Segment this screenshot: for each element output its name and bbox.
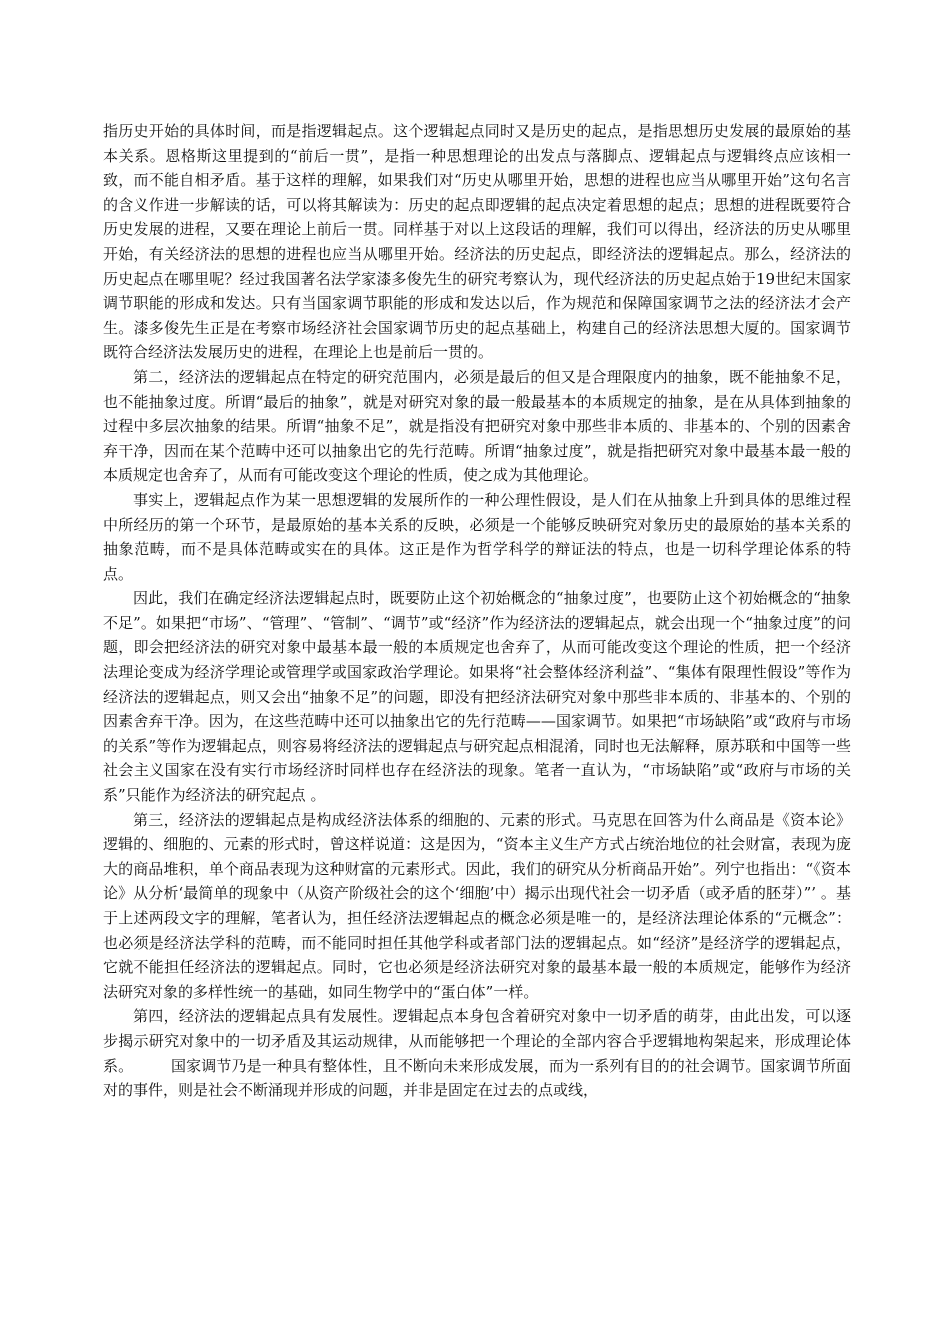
- paragraph-4: 因此，我们在确定经济法逻辑起点时，既要防止这个初始概念的“抽象过度”，也要防止这个初始概念的“抽象不足”。如果把“市场”、“管理”、“管制”、“调节”或“经济”作为经济法的逻辑起点，就会出现一个“抽象过度”的问题，即会把经济法的研究对象中最基本最一般的本质规定也舍弃了，从而可能改变这个理论的性质，把一个经济法理论变成为经济学理论或管理学或国家政治学理论。如果将“社会整体经济利益”、“集体有限理性假设”等作为经济法的逻辑起点，则又会出“抽象不足”的问题，即没有把经济法研究对象中那些非本质的、非基本的、个别的因素舍弃干净。因为，在这些范畴中还可以抽象出它的先行范畴——国家调节。如果把“市场缺陷”或“政府与市场的关系”等作为逻辑起点，则容易将经济法的逻辑起点与研究起点相混淆，同时也无法解释，原苏联和中国等一些社会主义国家在没有实行市场经济时同样也存在经济法的现象。笔者一直认为，“市场缺陷”或“政府与市场的关系”只能作为经济法的研究起点 。: [103, 589, 851, 805]
- paragraph-2: 第二，经济法的逻辑起点在特定的研究范围内，必须是最后的但又是合理限度内的抽象，既不能抽象不足，也不能抽象过度。所谓“最后的抽象”，就是对研究对象的最一般最基本的本质规定的抽象，是在从具体到抽象的过程中多层次抽象的结果。所谓“抽象不足”，就是指没有把研究对象中那些非本质的、非基本的、个别的因素舍弃干净，因而在某个范畴中还可以抽象出它的先行范畴。所谓“抽象过度”，就是指把研究对象中最基本最一般的本质规定也舍弃了，从而有可能改变这个理论的性质，使之成为其他理论。: [103, 367, 851, 485]
- paragraph-6: 第四，经济法的逻辑起点具有发展性。逻辑起点本身包含着研究对象中一切矛盾的萌芽，由此出发，可以逐步揭示研究对象中的一切矛盾及其运动规律，从而能够把一个理论的全部内容合乎逻辑地构架起来，形成理论体系。 国家调节乃是一种具有整体性，且不断向未来形成发展，而为一系列有目的的社会调节。国家调节所面对的事件，则是社会不断涌现并形成的问题，并非是固定在过去的点或线，: [103, 1007, 851, 1100]
- document-page: [103, 119, 851, 1103]
- paragraph-1: 指历史开始的具体时间，而是指逻辑起点。这个逻辑起点同时又是历史的起点，是指思想历史发展的最原始的基本关系。恩格斯这里提到的“前后一贯”，是指一种思想理论的出发点与落脚点、逻辑起点与逻辑终点应该相一致，而不能自相矛盾。基于这样的理解，如果我们对“历史从哪里开始，思想的进程也应当从哪里开始”这句名言的含义作进一步解读的话，可以将其解读为：历史的起点即逻辑的起点决定着思想的起点；思想的进程既要符合历史发展的进程，又要在理论上前后一贯。同样基于对以上这段话的理解，我们可以得出，经济法的历史从哪里开始，有关经济法的思想的进程也应当从哪里开始。经济法的历史起点，即经济法的逻辑起点。那么，经济法的历史起点在哪里呢？经过我国著名法学家漆多俊先生的研究考察认为，现代经济法的历史起点始于19世纪末国家调节职能的形成和发达。只有当国家调节职能的形成和发达以后，作为规范和保障国家调节之法的经济法才会产生。漆多俊先生正是在考察市场经济社会国家调节历史的起点基础上，构建自己的经济法思想大厦的。国家调节既符合经济法发展历史的进程，在理论上也是前后一贯的。: [103, 122, 851, 362]
- paragraph-3: 事实上，逻辑起点作为某一思想逻辑的发展所作的一种公理性假设，是人们在从抽象上升到具体的思维过程中所经历的第一个环节，是最原始的基本关系的反映，必须是一个能够反映研究对象历史的最原始的基本关系的抽象范畴，而不是具体范畴或实在的具体。这正是作为哲学科学的辩证法的特点，也是一切科学理论体系的特点。: [103, 490, 851, 583]
- paragraph-5: 第三，经济法的逻辑起点是构成经济法体系的细胞的、元素的形式。马克思在回答为什么商品是《资本论》逻辑的、细胞的、元素的形式时，曾这样说道：这是因为，“资本主义生产方式占统治地位的社会财富，表现为庞大的商品堆积，单个商品表现为这种财富的元素形式。因此，我们的研究从分析商品开始”。列宁也指出：“《资本论》从分析‘最简单的现象中（从资产阶级社会的这个‘细胞’中）揭示出现代社会一切矛盾（或矛盾的胚芽）”’ 。基于上述两段文字的理解，笔者认为，担任经济法逻辑起点的概念必须是唯一的，是经济法理论体系的“元概念”：也必须是经济法学科的范畴，而不能同时担任其他学科或者部门法的逻辑起点。如“经济”是经济学的逻辑起点，它就不能担任经济法的逻辑起点。同时，它也必须是经济法研究对象的最基本最一般的本质规定，能够作为经济法研究对象的多样性统一的基础，如同生物学中的“蛋白体”一样。: [103, 810, 851, 1001]
